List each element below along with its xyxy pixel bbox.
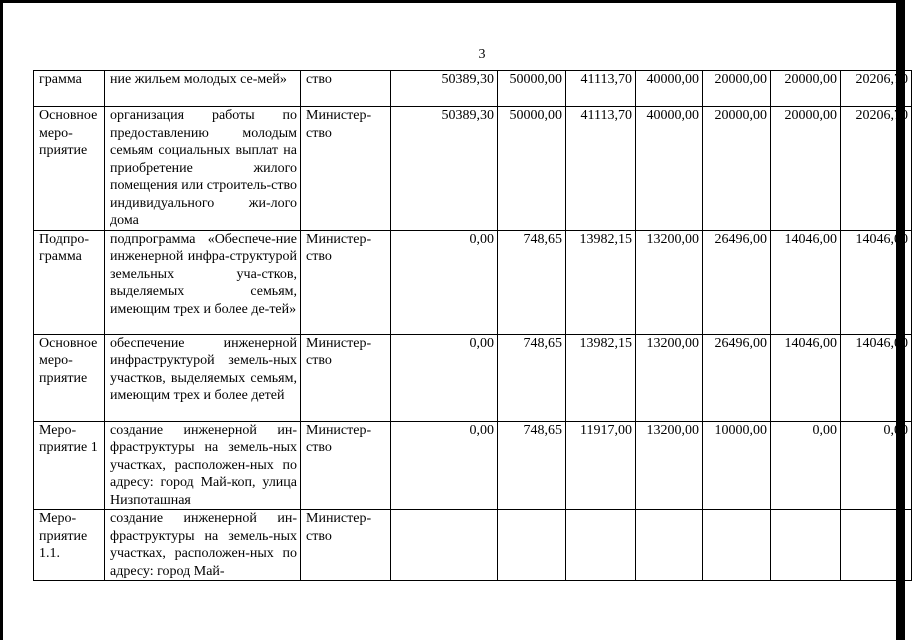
- value-cell: 0,00: [841, 421, 912, 510]
- table-row: [34, 230, 912, 334]
- value-cell: 20000,00: [703, 71, 771, 107]
- value-cell: 40000,00: [636, 107, 703, 231]
- value-cell: [703, 510, 771, 581]
- value-cell: 748,65: [498, 334, 566, 421]
- value-cell: 40000,00: [636, 71, 703, 107]
- value-cell: 20206,70: [841, 71, 912, 107]
- value-cell: [391, 510, 498, 581]
- row-name: организация работы по предоставлению молодым семьям социальных выплат на приобретение жилого помещения или строитель-ство индивидуального жи-лого дома: [105, 107, 301, 231]
- row-ministry: Министер-ство: [301, 510, 391, 581]
- value-cell: 0,00: [391, 421, 498, 510]
- value-cell: 0,00: [391, 334, 498, 421]
- value-cell: 13200,00: [636, 230, 703, 334]
- value-cell: 41113,70: [566, 107, 636, 231]
- row-ministry: Министер-ство: [301, 334, 391, 421]
- row-name: обеспечение инженерной инфраструктурой земель-ных участков, выделяемых семьям, имеющим трех и более детей: [105, 334, 301, 421]
- scan-border-top: [0, 0, 905, 3]
- row-type: Меро-приятие 1: [34, 421, 105, 510]
- value-cell: 11917,00: [566, 421, 636, 510]
- value-cell: [566, 510, 636, 581]
- value-cell: 748,65: [498, 421, 566, 510]
- value-cell: 50389,30: [391, 107, 498, 231]
- value-cell: [636, 510, 703, 581]
- value-cell: 13200,00: [636, 421, 703, 510]
- row-type: Меро-приятие 1.1.: [34, 510, 105, 581]
- value-cell: [771, 510, 841, 581]
- value-cell: 50000,00: [498, 71, 566, 107]
- table-row: [34, 71, 912, 107]
- value-cell: 50389,30: [391, 71, 498, 107]
- value-cell: 50000,00: [498, 107, 566, 231]
- value-cell: 14046,00: [771, 230, 841, 334]
- value-cell: 20000,00: [703, 107, 771, 231]
- page-number: 3: [478, 47, 486, 62]
- scan-border-left: [0, 0, 3, 640]
- table-row: [34, 421, 912, 510]
- row-type: Подпро-грамма: [34, 230, 105, 334]
- row-type: грамма: [34, 71, 105, 107]
- value-cell: [498, 510, 566, 581]
- value-cell: 14046,00: [841, 334, 912, 421]
- budget-table: [33, 70, 912, 581]
- value-cell: 13200,00: [636, 334, 703, 421]
- value-cell: 13982,15: [566, 230, 636, 334]
- table-row: [34, 107, 912, 231]
- row-ministry: Министер-ство: [301, 421, 391, 510]
- row-name: ние жильем молодых се-мей»: [105, 71, 301, 107]
- row-ministry: ство: [301, 71, 391, 107]
- value-cell: 41113,70: [566, 71, 636, 107]
- row-type: Основное меро-приятие: [34, 107, 105, 231]
- value-cell: 20000,00: [771, 107, 841, 231]
- value-cell: 14046,00: [841, 230, 912, 334]
- value-cell: 26496,00: [703, 334, 771, 421]
- row-ministry: Министер-ство: [301, 107, 391, 231]
- value-cell: 0,00: [771, 421, 841, 510]
- value-cell: [841, 510, 912, 581]
- row-name: создание инженерной ин-фраструктуры на земель-ных участках, расположен-ных по адресу: город Май-: [105, 510, 301, 581]
- value-cell: 20000,00: [771, 71, 841, 107]
- value-cell: 26496,00: [703, 230, 771, 334]
- value-cell: 748,65: [498, 230, 566, 334]
- row-name: подпрограмма «Обеспече-ние инженерной инфра-структурой земельных уча-стков, выделяемых семьям, имеющим трех и более де-тей»: [105, 230, 301, 334]
- row-type: Основное меро-приятие: [34, 334, 105, 421]
- row-ministry: Министер-ство: [301, 230, 391, 334]
- row-name: создание инженерной ин-фраструктуры на земель-ных участках, расположен-ных по адресу: город Май-коп, улица Низпоташная: [105, 421, 301, 510]
- value-cell: 0,00: [391, 230, 498, 334]
- value-cell: 20206,70: [841, 107, 912, 231]
- table-row: [34, 510, 912, 581]
- value-cell: 10000,00: [703, 421, 771, 510]
- value-cell: 13982,15: [566, 334, 636, 421]
- value-cell: 14046,00: [771, 334, 841, 421]
- table-row: [34, 334, 912, 421]
